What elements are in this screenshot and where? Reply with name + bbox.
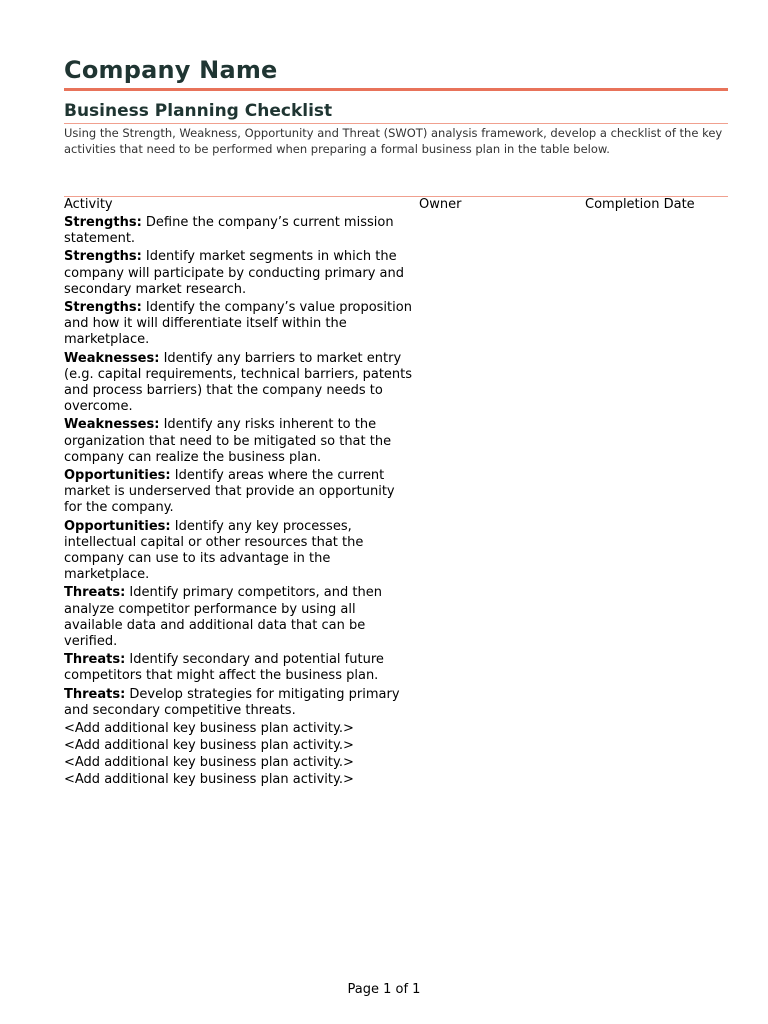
row-text: Develop strategies for mitigating primary and secondary competitive threats.: [64, 686, 400, 718]
row-category: Threats:: [64, 585, 126, 601]
row-text: Identify any barriers to market entry (e.g. capital requirements, technical barriers, patents and process barriers) that the company needs to overcome.: [64, 350, 413, 415]
table-row: [64, 300, 416, 349]
column-header-activity: Activity: [64, 197, 113, 212]
table-row: [64, 519, 416, 584]
placeholder-row[interactable]: <Add additional key business plan activity.>: [64, 772, 354, 788]
title-rule: [64, 123, 728, 124]
row-text: Identify any risks inherent to the organization that need to be mitigated so that the company can realize the business plan.: [64, 417, 392, 465]
table-row: [64, 249, 416, 298]
row-category: Strengths:: [64, 215, 142, 230]
row-text: Identify the company’s value proposition and how it will differentiate itself within the marketplace.: [64, 300, 412, 348]
table-row: [64, 652, 416, 684]
row-text: Define the company’s current mission statement.: [64, 215, 394, 247]
document-title: Business Planning Checklist: [64, 101, 333, 121]
row-category: Weaknesses:: [64, 350, 160, 366]
row-text: Identify any key processes, intellectual capital or other resources that the company can use to its advantage in the marketplace.: [64, 518, 364, 583]
row-category: Threats:: [64, 686, 126, 702]
column-header-completion-date: Completion Date: [585, 197, 695, 212]
row-text: Identify areas where the current market is underserved that provide an opportunity for the company.: [64, 468, 395, 516]
page-number: Page 1 of 1: [347, 982, 421, 997]
activity-list: [64, 215, 416, 789]
company-name: Company Name: [64, 56, 278, 84]
table-row: [64, 351, 416, 416]
placeholder-row[interactable]: <Add additional key business plan activity.>: [64, 721, 354, 737]
table-row: [64, 687, 416, 719]
placeholder-row[interactable]: <Add additional key business plan activity.>: [64, 738, 354, 754]
table-row: [64, 585, 416, 650]
row-text: Identify market segments in which the company will participate by conducting primary and secondary market research.: [64, 249, 404, 297]
header-rule: [64, 88, 728, 91]
placeholder-row[interactable]: <Add additional key business plan activity.>: [64, 755, 354, 771]
table-row: [64, 468, 416, 517]
intro-paragraph: Using the Strength, Weakness, Opportunity and Threat (SWOT) analysis framework, develop a checklist of the key activities that need to be performed when preparing a formal business plan in the table below.: [64, 126, 723, 156]
row-text: Identify primary competitors, and then analyze competitor performance by using all available data and additional data that can be verified.: [64, 585, 382, 650]
row-category: Opportunities:: [64, 468, 171, 484]
row-category: Strengths:: [64, 300, 142, 316]
column-header-owner: Owner: [419, 197, 462, 212]
table-row: [64, 215, 416, 247]
table-row: [64, 417, 416, 466]
row-category: Opportunities:: [64, 518, 171, 534]
row-category: Weaknesses:: [64, 417, 160, 433]
row-text: Identify secondary and potential future competitors that might affect the business plan.: [64, 652, 384, 684]
row-category: Strengths:: [64, 249, 142, 265]
row-category: Threats:: [64, 652, 126, 668]
